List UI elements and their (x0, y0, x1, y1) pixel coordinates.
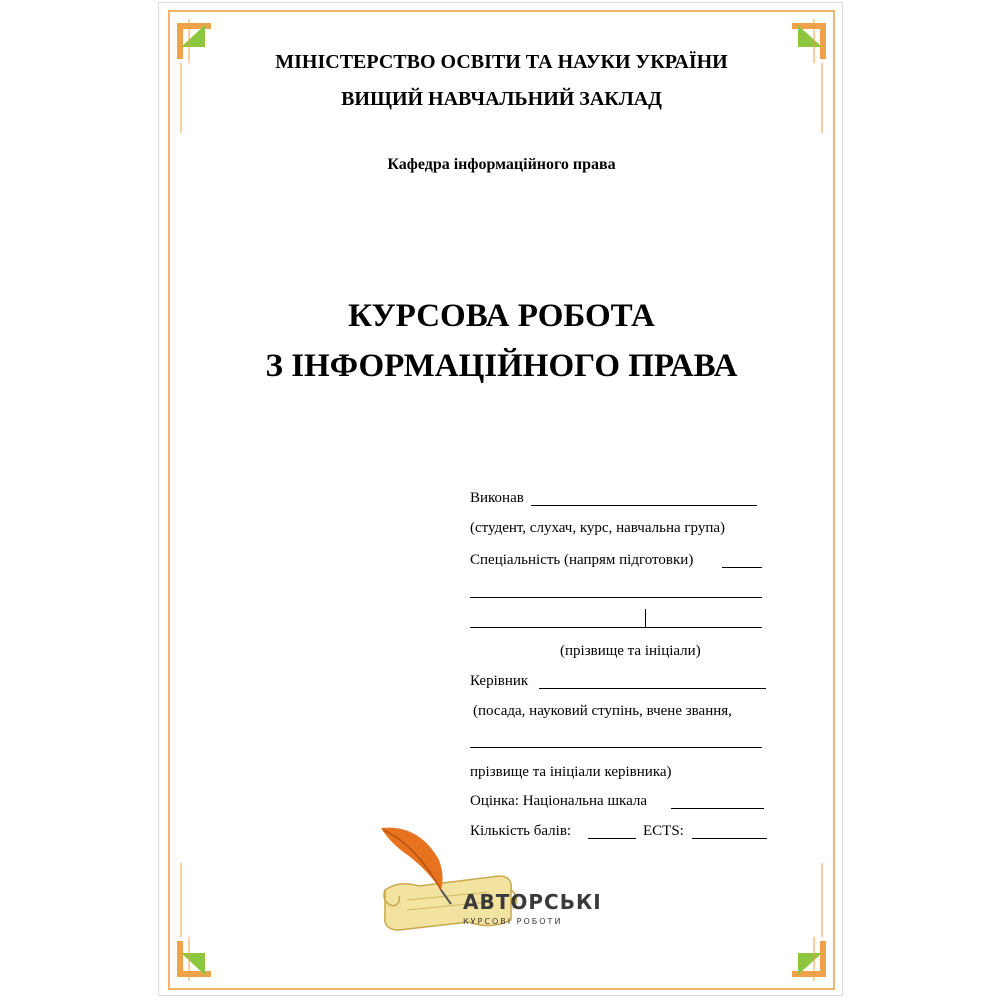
specialty-label: Спеціальність (напрям підготовки) (470, 552, 694, 568)
performer-note: (студент, слухач, курс, навчальна група) (470, 520, 726, 536)
supervisor-blank-line-2 (470, 747, 762, 748)
institution-heading: ВИЩИЙ НАВЧАЛЬНИЙ ЗАКЛАД (341, 88, 662, 110)
name-note: (прізвище та ініціали) (560, 643, 701, 659)
text-cursor (645, 609, 646, 628)
grade-label: Оцінка: Національна шкала (470, 793, 647, 809)
department-heading: Кафедра інформаційного права (387, 156, 616, 173)
supervisor-blank (539, 688, 766, 689)
specialty-blank-line-2 (470, 597, 762, 598)
name-blank-line (470, 627, 762, 628)
points-label: Кількість балів: (470, 823, 572, 839)
document-page (158, 2, 843, 996)
points-blank (588, 838, 636, 839)
ects-label: ECTS: (643, 823, 684, 839)
logo-title: АВТОРСЬКІ (463, 890, 602, 914)
supervisor-label: Керівник (470, 673, 529, 689)
specialty-blank (722, 567, 762, 568)
title-line-2: З ІНФОРМАЦІЙНОГО ПРАВА (265, 348, 738, 384)
corner-ornament-bottom-left (177, 937, 211, 981)
ects-blank (692, 838, 767, 839)
ministry-heading: МІНІСТЕРСТВО ОСВІТИ ТА НАУКИ УКРАЇНИ (275, 51, 728, 73)
title-line-1: КУРСОВА РОБОТА (348, 298, 655, 334)
grade-blank (671, 808, 764, 809)
performer-blank (531, 505, 757, 506)
performer-label: Виконав (470, 490, 524, 506)
supervisor-note: (посада, науковий ступінь, вчене звання, (473, 703, 732, 719)
logo-subtitle: КУРСОВІ РОБОТИ (463, 917, 563, 926)
supervisor-name-note: прізвище та ініціали керівника) (470, 764, 672, 780)
corner-ornament-bottom-right (792, 937, 826, 981)
